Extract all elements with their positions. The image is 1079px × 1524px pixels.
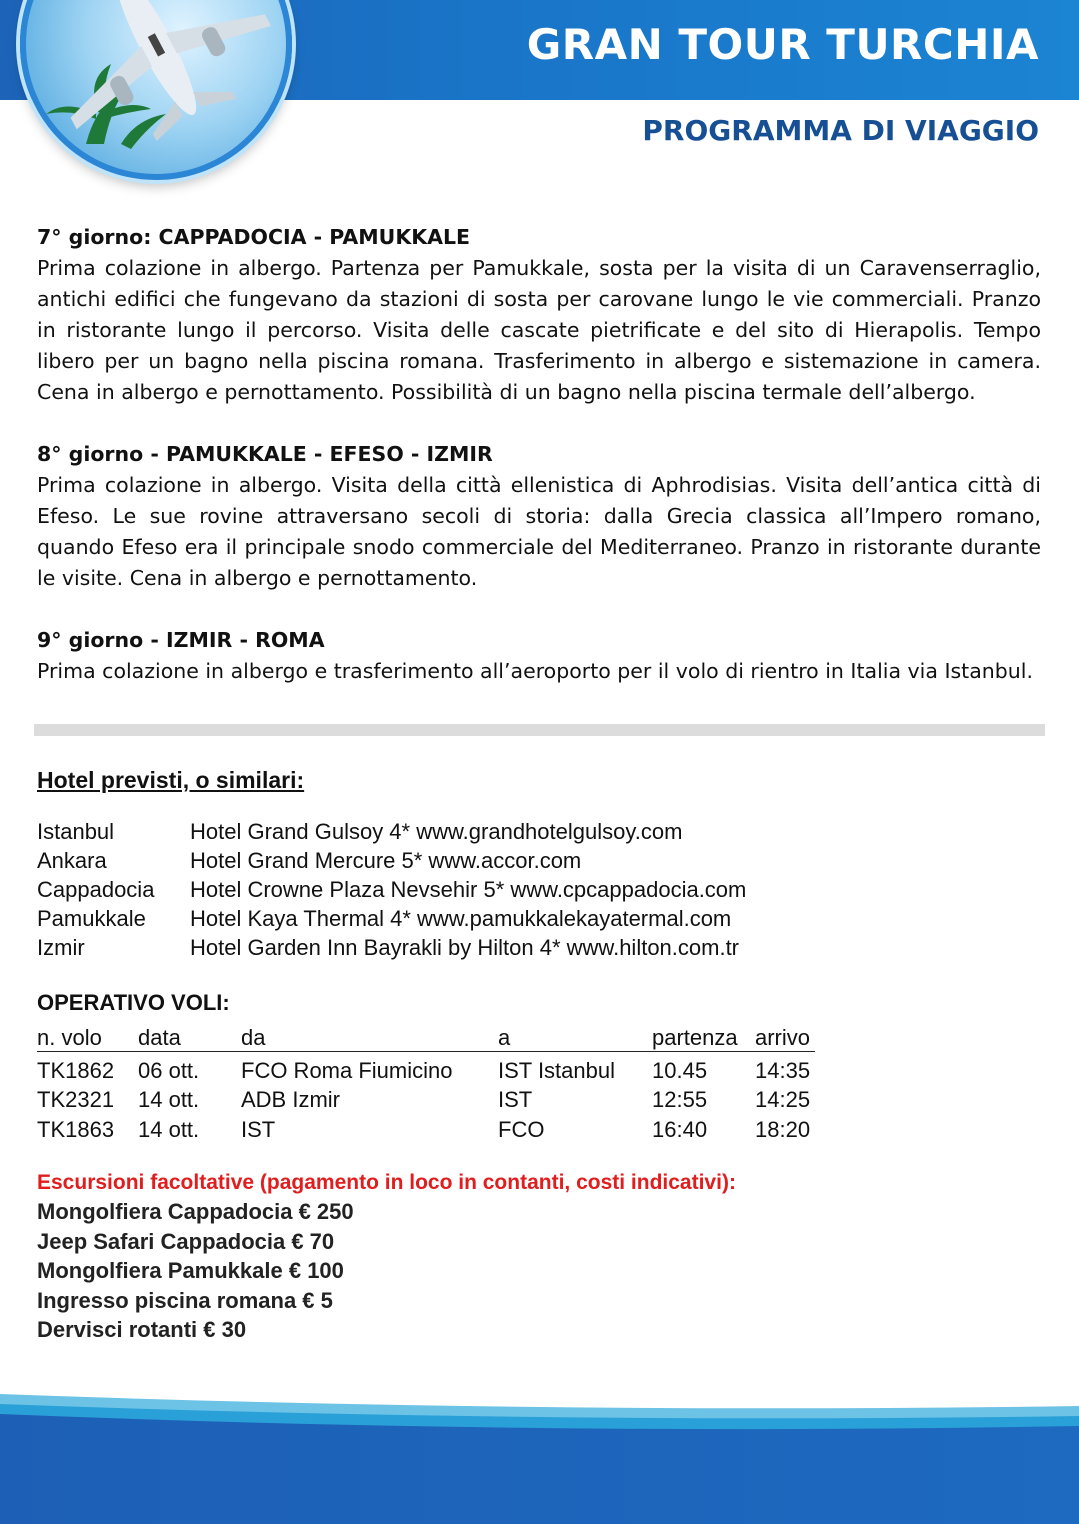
table-cell: 12:55 bbox=[652, 1087, 708, 1113]
document-title: GRAN TOUR TURCHIA bbox=[526, 20, 1039, 69]
day-section bbox=[37, 439, 1041, 594]
day-title: 8° giorno - PAMUKKALE - EFESO - IZMIR bbox=[37, 442, 493, 466]
column-header: n. volo bbox=[37, 1022, 138, 1052]
table-cell: FCO bbox=[498, 1116, 545, 1142]
hotel-city: Istanbul bbox=[37, 819, 115, 844]
hotel-row bbox=[37, 875, 937, 904]
table-row bbox=[37, 1115, 815, 1145]
flights-table bbox=[37, 1022, 815, 1145]
hotel-name: Hotel Kaya Thermal 4* www.pamukkalekayatermal.com bbox=[190, 906, 732, 931]
footer-wave bbox=[0, 1380, 1079, 1524]
day-section bbox=[37, 222, 1041, 408]
hotel-row bbox=[37, 933, 937, 962]
hotel-city: Cappadocia bbox=[37, 877, 155, 902]
airplane-photo-icon bbox=[20, 0, 292, 180]
column-header: da bbox=[241, 1022, 498, 1052]
itinerary bbox=[37, 222, 1041, 718]
hotel-row bbox=[37, 846, 937, 875]
table-cell: IST bbox=[498, 1087, 533, 1113]
hotel-list bbox=[37, 817, 937, 962]
document-subtitle: PROGRAMMA DI VIAGGIO bbox=[642, 114, 1039, 147]
table-cell: 10.45 bbox=[652, 1057, 708, 1083]
table-cell: FCO Roma Fiumicino bbox=[241, 1057, 453, 1083]
table-cell: 14:35 bbox=[755, 1057, 811, 1083]
hotel-name: Hotel Garden Inn Bayrakli by Hilton 4* www.hilton.com.tr bbox=[190, 935, 740, 960]
hotel-row bbox=[37, 904, 937, 933]
hotel-city: Pamukkale bbox=[37, 906, 146, 931]
excursion-item: Jeep Safari Cappadocia € 70 bbox=[37, 1228, 335, 1254]
table-cell: IST bbox=[241, 1116, 276, 1142]
day-description: Prima colazione in albergo. Partenza per Pamukkale, sosta per la visita di un Caravenserraglio, antichi edifici che fungevano da stazioni di sosta per carovane lungo le vie commerciali. Pranzo in ristorante lungo il percorso. Visita delle cascate pietrificate e del sito di Hierapolis. Tempo libero per un bagno nella piscina romana. Trasferimento in albergo e sistemazione in camera. Cena in albergo e pernottamento. Possibilità di un bagno nella piscina termale dell’albergo. bbox=[37, 256, 1041, 404]
hotels-title: Hotel previsti, o similari: bbox=[37, 767, 305, 793]
excursion-item: Mongolfiera Cappadocia € 250 bbox=[37, 1199, 354, 1224]
hotel-name: Hotel Grand Gulsoy 4* www.grandhotelgulsoy.com bbox=[190, 819, 683, 844]
day-description: Prima colazione in albergo. Visita della città ellenistica di Aphrodisias. Visita dell’antica città di Efeso. Le sue rovine attraversano secoli di storia: dalla Grecia classica all’Impero romano, quando Efeso era il principale snodo commerciale del Mediterraneo. Pranzo in ristorante durante le visite. Cena in albergo e pernottamento. bbox=[37, 473, 1041, 590]
hotel-name: Hotel Crowne Plaza Nevsehir 5* www.cpcappadocia.com bbox=[190, 877, 747, 902]
excursion-item: Dervisci rotanti € 30 bbox=[37, 1317, 247, 1342]
table-cell: 16:40 bbox=[652, 1116, 708, 1142]
excursion-item: Ingresso piscina romana € 5 bbox=[37, 1287, 333, 1313]
table-cell: TK2321 bbox=[37, 1087, 115, 1113]
column-header: partenza bbox=[652, 1022, 755, 1052]
table-cell: 18:20 bbox=[755, 1116, 811, 1142]
flights-title: OPERATIVO VOLI: bbox=[37, 990, 230, 1015]
column-header: data bbox=[138, 1022, 241, 1052]
excursions-title: Escursioni facoltative (pagamento in loco in contanti, costi indicativi): bbox=[37, 1171, 736, 1194]
table-cell: TK1863 bbox=[37, 1116, 115, 1142]
day-section bbox=[37, 625, 1041, 687]
day-title: 7° giorno: CAPPADOCIA - PAMUKKALE bbox=[37, 225, 471, 249]
flights-header-row bbox=[37, 1022, 815, 1052]
table-cell: 14 ott. bbox=[138, 1116, 200, 1142]
table-cell: 06 ott. bbox=[138, 1057, 200, 1083]
excursions-section bbox=[37, 1168, 736, 1345]
day-description: Prima colazione in albergo e trasferimento all’aeroporto per il volo di rientro in Italia via Istanbul. bbox=[37, 659, 1033, 683]
table-cell: TK1862 bbox=[37, 1057, 115, 1083]
table-cell: ADB Izmir bbox=[241, 1087, 340, 1113]
day-title: 9° giorno - IZMIR - ROMA bbox=[37, 628, 325, 652]
section-divider bbox=[34, 724, 1045, 736]
table-row bbox=[37, 1086, 815, 1116]
column-header: a bbox=[498, 1022, 652, 1052]
table-cell: IST Istanbul bbox=[498, 1057, 615, 1083]
hotel-name: Hotel Grand Mercure 5* www.accor.com bbox=[190, 848, 582, 873]
hotel-city: Izmir bbox=[37, 935, 85, 960]
column-header: arrivo bbox=[755, 1022, 815, 1052]
hotel-row bbox=[37, 817, 937, 846]
excursion-item: Mongolfiera Pamukkale € 100 bbox=[37, 1258, 344, 1283]
table-cell: 14 ott. bbox=[138, 1087, 200, 1113]
table-cell: 14:25 bbox=[755, 1087, 811, 1113]
hotel-city: Ankara bbox=[37, 848, 107, 873]
table-row bbox=[37, 1052, 815, 1086]
